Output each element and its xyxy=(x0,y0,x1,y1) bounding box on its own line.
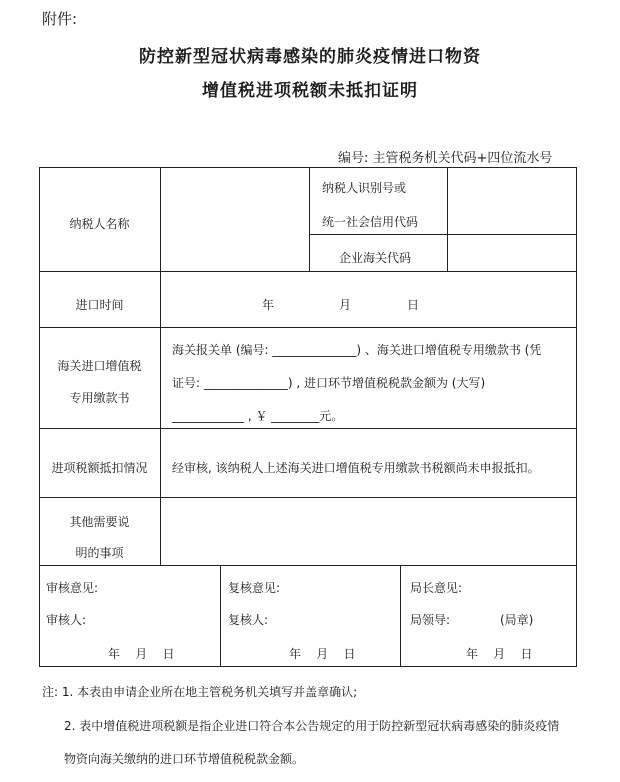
rechecker-label: 复核人: xyxy=(228,613,269,627)
vat-form-text-line2: 证号: ______________) , 进口环节增值税税款金额为 (大写) xyxy=(172,376,486,390)
note-1: 注: 1. 本表由申请企业所在地主管税务机关填写并盖章确认; xyxy=(42,685,358,699)
vat-form-text-line3: ____________ , ￥ ________元。 xyxy=(172,409,344,423)
taxpayer-id-label-line2: 统一社会信用代码 xyxy=(322,215,419,229)
import-month-label: 月 xyxy=(339,298,352,312)
recheck-opinion-label: 复核意见: xyxy=(228,581,281,595)
deduction-status-label: 进项税额抵扣情况 xyxy=(51,461,148,475)
import-day-label: 日 xyxy=(407,298,420,312)
table-rule-label-col xyxy=(160,167,161,565)
reviewer-label: 审核人: xyxy=(46,613,87,627)
table-rule xyxy=(39,497,577,498)
table-border-bottom xyxy=(39,666,577,667)
table-rule-sign-col xyxy=(220,565,221,666)
seal-label: (局章) xyxy=(500,613,534,627)
other-matters-label-line2: 明的事项 xyxy=(75,546,124,560)
document-title-line2: 增值税进项税额未抵扣证明 xyxy=(202,81,418,101)
customs-code-label: 企业海关代码 xyxy=(339,251,412,265)
table-rule-sign-col xyxy=(400,565,401,666)
table-border-left xyxy=(39,167,40,667)
director-label: 局领导: xyxy=(410,613,451,627)
table-rule-id-col xyxy=(309,167,310,271)
director-date: 年 月 日 xyxy=(466,647,533,661)
document-title-line1: 防控新型冠状病毒感染的肺炎疫情进口物资 xyxy=(139,47,481,67)
import-year-label: 年 xyxy=(262,298,275,312)
table-border-right xyxy=(576,167,577,667)
vat-form-label-line1: 海关进口增值税 xyxy=(57,359,142,373)
review-opinion-label: 审核意见: xyxy=(46,581,99,595)
director-opinion-label: 局长意见: xyxy=(410,581,463,595)
taxpayer-name-label: 纳税人名称 xyxy=(69,217,130,231)
recheck-date: 年 月 日 xyxy=(289,647,356,661)
table-rule xyxy=(39,428,577,429)
deduction-status-text: 经审核, 该纳税人上述海关进口增值税专用缴款书税额尚未申报抵扣。 xyxy=(172,461,540,475)
attachment-label: 附件: xyxy=(42,10,78,28)
table-rule xyxy=(39,271,577,272)
note-2-line2: 物资向海关缴纳的进口环节增值税税款金额。 xyxy=(64,752,305,766)
table-rule xyxy=(39,565,577,566)
vat-form-label-line2: 专用缴款书 xyxy=(69,391,130,405)
note-2-line1: 2. 表中增值税进项税额是指企业进口符合本公告规定的用于防控新型冠状病毒感染的肺炎疫情 xyxy=(64,719,560,733)
document-number-label: 编号: 主管税务机关代码+四位流水号 xyxy=(338,151,553,166)
table-border-top xyxy=(39,167,577,168)
table-rule-id-split xyxy=(309,234,577,235)
table-rule xyxy=(39,327,577,328)
review-date: 年 月 日 xyxy=(108,647,175,661)
table-rule-id-value-col xyxy=(447,167,448,271)
other-matters-label-line1: 其他需要说 xyxy=(69,515,130,529)
import-time-label: 进口时间 xyxy=(75,298,124,312)
vat-form-text-line1: 海关报关单 (编号: ______________) 、海关进口增值税专用缴款书 (凭 xyxy=(172,343,542,357)
taxpayer-id-label-line1: 纳税人识别号或 xyxy=(322,181,407,195)
